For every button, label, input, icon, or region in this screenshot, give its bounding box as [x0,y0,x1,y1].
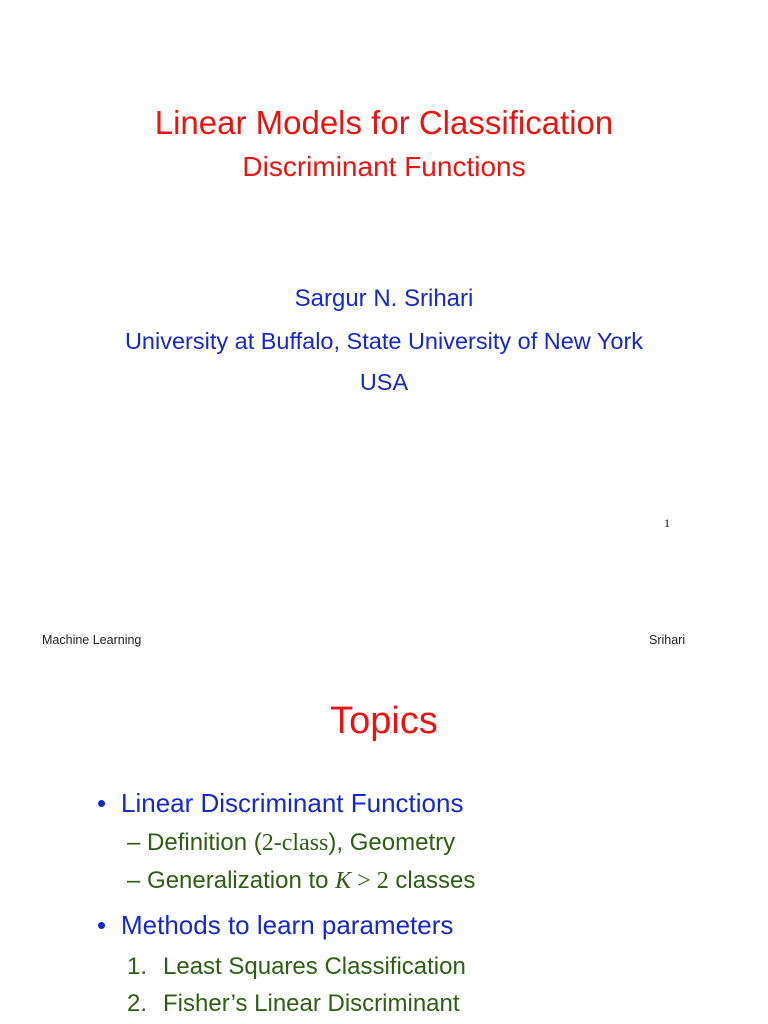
bullet-linear-discriminant [97,788,463,819]
item-text: Fisher’s Linear Discriminant [163,990,460,1017]
dash-marker: – [127,829,141,856]
sub-item-text-post: classes [388,867,476,894]
sub-item-definition [127,829,455,857]
math-var-k: K [335,868,352,894]
page-number: 1 [664,516,670,530]
item-number: 1. [127,953,148,980]
item-number: 2. [127,990,148,1017]
sub-item-text-pre: Generalization to [147,867,336,894]
header-author: Srihari [649,633,686,647]
bullet-marker: • [97,788,107,818]
country: USA [359,369,409,395]
sub-item-generalization [127,867,475,895]
math-gt-2: > 2 [351,868,389,894]
sub-item-text-pre: Definition ( [147,829,262,856]
math-2-class: 2-class [261,830,329,856]
author-name: Sargur N. Srihari [294,285,474,312]
sub-item-text-post: ), Geometry [328,829,456,856]
affiliation: University at Buffalo, State University of New York [124,328,644,354]
bullet-text: Linear Discriminant Functions [121,788,464,818]
slide-subtitle: Discriminant Functions [242,151,526,182]
header-course: Machine Learning [42,633,142,647]
item-text: Least Squares Classification [163,953,466,980]
bullet-marker: • [97,910,107,940]
numbered-item-least-squares [127,953,466,981]
bullet-methods [97,910,453,941]
topics-title: Topics [330,700,438,742]
dash-marker: – [127,867,141,894]
slide-title: Linear Models for Classification [154,104,614,141]
numbered-item-fisher [127,990,460,1018]
bullet-text: Methods to learn parameters [121,910,454,940]
